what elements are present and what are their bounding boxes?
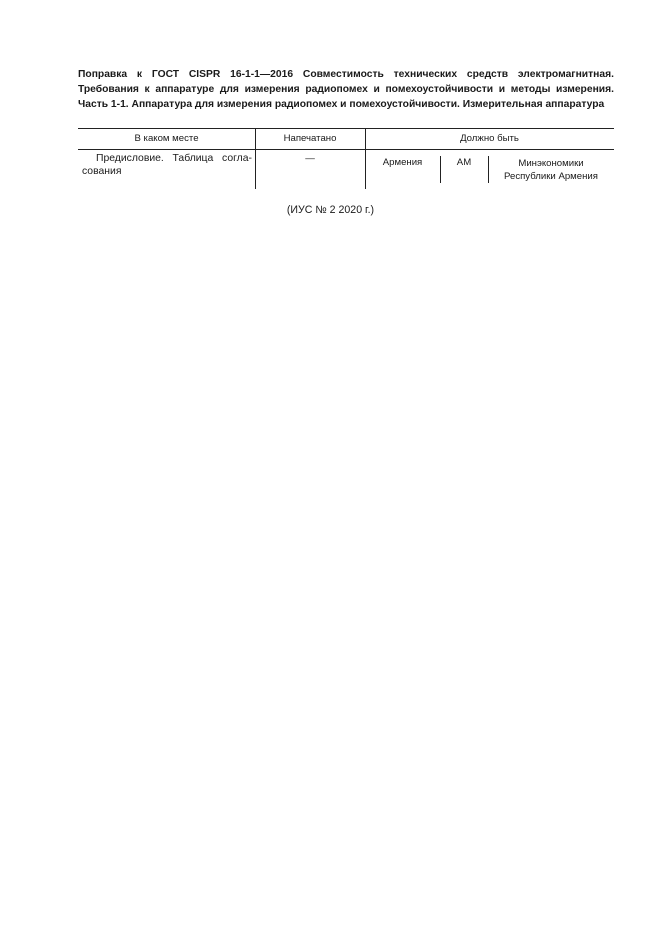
organization-line-2: Республики Армения	[504, 170, 598, 182]
issue-reference: (ИУС № 2 2020 г.)	[286, 204, 375, 216]
header-printed: Напечатано	[283, 133, 337, 144]
organization-line-1: Минэкономики	[518, 158, 584, 169]
header-place: В каком месте	[134, 133, 199, 144]
cell-country: Армения	[382, 157, 423, 168]
table-header-rule	[78, 149, 614, 150]
header-should-be: Должно быть	[460, 133, 519, 144]
cell-place: Предисловие. Таблица согласования	[82, 153, 252, 177]
amendment-table	[78, 128, 614, 189]
cell-organization	[488, 158, 614, 183]
table-top-rule	[78, 128, 614, 129]
amendment-title: Поправка к ГОСТ CISPR 16-1-1—2016 Совместимость технических средств электромагнитная. Требования к аппаратуре для измерения радиопомех и помехоустойчивости и методы измерения. Часть 1-1. Аппаратура для измерения радиопомех и помехоустойчивости. Измерительная аппаратура	[78, 69, 614, 110]
cell-printed: —	[305, 153, 315, 164]
cell-country-code: AM	[456, 157, 472, 168]
